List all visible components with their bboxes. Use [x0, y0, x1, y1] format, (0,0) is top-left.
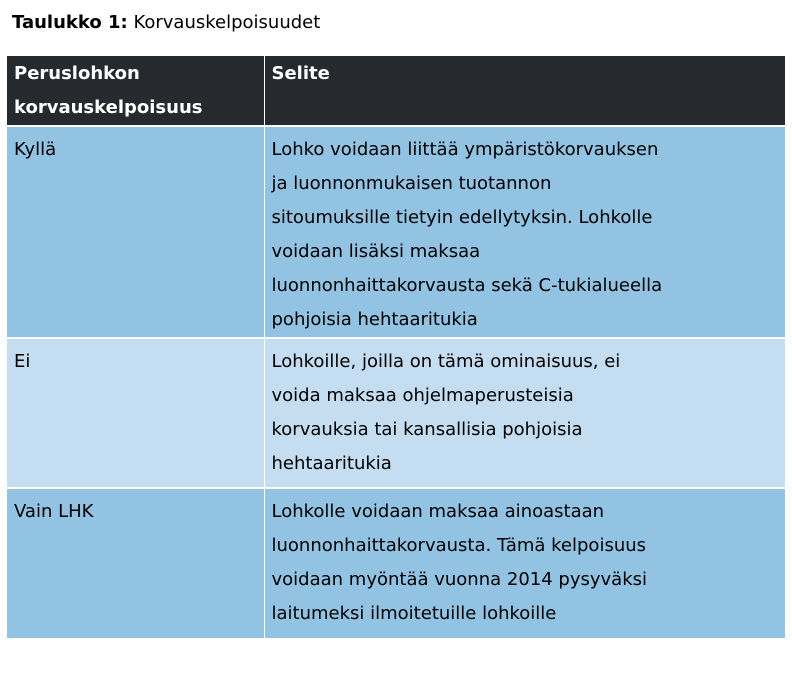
- description-line: voidaan lisäksi maksaa: [271, 241, 481, 262]
- row-description-cell: [264, 126, 785, 338]
- row-label-cell: [7, 126, 264, 338]
- table-row: [7, 126, 785, 338]
- description-line: luonnonhaittakorvausta sekä C-tukialueella: [271, 275, 663, 296]
- eligibility-table: [7, 56, 785, 638]
- table-caption: [12, 11, 320, 35]
- row-label: Kyllä: [14, 139, 57, 160]
- caption-label: Taulukko 1:: [12, 12, 128, 33]
- description-line: sitoumuksille tietyin edellytyksin. Lohkolle: [271, 207, 653, 228]
- table-row: [7, 488, 785, 638]
- table-header-row: [7, 56, 785, 126]
- row-description-cell: [264, 488, 785, 638]
- row-description-cell: [264, 338, 785, 488]
- header-line: Peruslohkon: [14, 63, 140, 84]
- caption-title: Korvauskelpoisuudet: [127, 12, 321, 33]
- description-line: luonnonhaittakorvausta. Tämä kelpoisuus: [271, 535, 647, 556]
- header-eligibility: [7, 56, 264, 126]
- header-line: korvauskelpoisuus: [14, 97, 203, 118]
- table-row: [7, 338, 785, 488]
- description-line: laitumeksi ilmoitetuille lohkoille: [271, 603, 557, 624]
- header-line: Selite: [271, 63, 330, 84]
- description-line: korvauksia tai kansallisia pohjoisia: [271, 419, 583, 440]
- row-label: Ei: [14, 351, 31, 372]
- header-description: [264, 56, 785, 126]
- description-line: ja luonnonmukaisen tuotannon: [271, 173, 552, 194]
- description-line: pohjoisia hehtaaritukia: [271, 309, 478, 330]
- description-line: hehtaaritukia: [271, 453, 392, 474]
- description-line: Lohkoille, joilla on tämä ominaisuus, ei: [271, 351, 621, 372]
- description-line: voida maksaa ohjelmaperusteisia: [271, 385, 574, 406]
- description-line: Lohko voidaan liittää ympäristökorvauksen: [271, 139, 659, 160]
- row-label-cell: [7, 338, 264, 488]
- row-label: Vain LHK: [14, 501, 94, 522]
- description-line: Lohkolle voidaan maksaa ainoastaan: [271, 501, 605, 522]
- row-label-cell: [7, 488, 264, 638]
- description-line: voidaan myöntää vuonna 2014 pysyväksi: [271, 569, 647, 590]
